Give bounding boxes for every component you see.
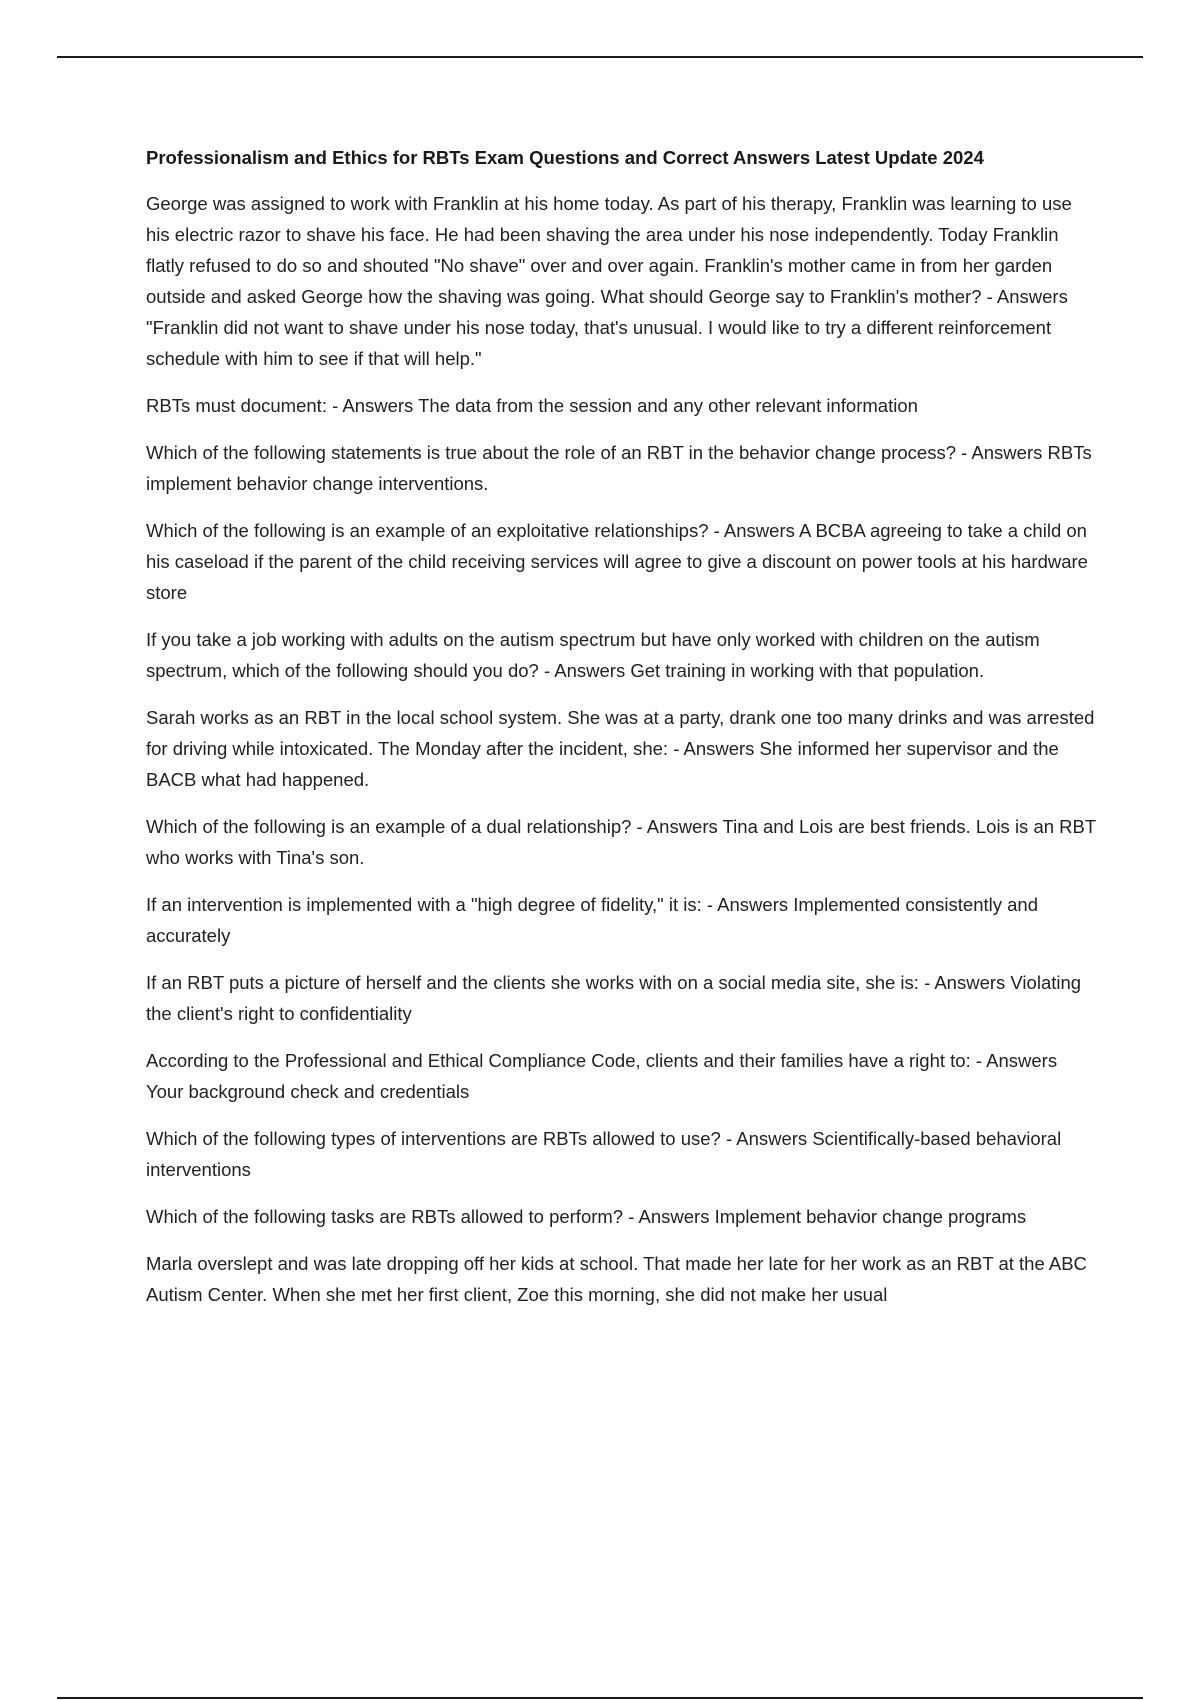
- document-body: [146, 146, 1096, 1326]
- qa-paragraph-fidelity: If an intervention is implemented with a "high degree of fidelity," it is: - Answers Implemented consistently and accurately: [146, 894, 1038, 946]
- qa-paragraph-george-franklin: George was assigned to work with Franklin at his home today. As part of his therapy, Franklin was learning to use his electric razor to shave his face. He had been shaving the area under his nose independently. Today Franklin flatly refused to do so and shouted "No shave" over and over again. Franklin's mother came in from her garden outside and asked George how the shaving was going. What should George say to Franklin's mother? - Answers "Franklin did not want to shave under his nose today, that's unusual. I would like to try a different reinforcement schedule with him to see if that will help.": [146, 193, 1072, 369]
- qa-paragraph-exploitative-relationship: Which of the following is an example of an exploitative relationships? - Answers A BCBA agreeing to take a child on his caseload if the parent of the child receiving services will agree to give a discount on power tools at his hardware store: [146, 520, 1088, 603]
- qa-paragraph-marla-late: Marla overslept and was late dropping off her kids at school. That made her late for her work as an RBT at the ABC Autism Center. When she met her first client, Zoe this morning, she did not make her usual: [146, 1253, 1087, 1305]
- qa-paragraph-client-rights: According to the Professional and Ethical Compliance Code, clients and their families have a right to: - Answers Your background check and credentials: [146, 1050, 1058, 1102]
- document-title: Professionalism and Ethics for RBTs Exam Questions and Correct Answers Latest Update 2024: [146, 147, 984, 168]
- qa-paragraph-allowed-interventions: Which of the following types of interventions are RBTs allowed to use? - Answers Scientifically-based behavioral interventions: [146, 1128, 1062, 1180]
- qa-paragraph-sarah-incident: Sarah works as an RBT in the local school system. She was at a party, drank one too many drinks and was arrested for driving while intoxicated. The Monday after the incident, she: - Answers She informed her supervisor and the BACB what had happened.: [146, 707, 1095, 790]
- footer-rule: [57, 1697, 1143, 1699]
- qa-paragraph-rbt-document: RBTs must document: - Answers The data from the session and any other relevant information: [146, 395, 918, 416]
- qa-paragraph-rbt-role: Which of the following statements is true about the role of an RBT in the behavior change process? - Answers RBTs implement behavior change interventions.: [146, 442, 1092, 494]
- qa-paragraph-dual-relationship: Which of the following is an example of a dual relationship? - Answers Tina and Lois are best friends. Lois is an RBT who works with Tina's son.: [146, 816, 1096, 868]
- header-rule: [57, 56, 1143, 58]
- qa-paragraph-adult-training: If you take a job working with adults on the autism spectrum but have only worked with children on the autism spectrum, which of the following should you do? - Answers Get training in working with that population.: [146, 629, 1040, 681]
- qa-paragraph-allowed-tasks: Which of the following tasks are RBTs allowed to perform? - Answers Implement behavior change programs: [146, 1206, 1027, 1227]
- qa-paragraph-social-media: If an RBT puts a picture of herself and the clients she works with on a social media site, she is: - Answers Violating the client's right to confidentiality: [146, 972, 1082, 1024]
